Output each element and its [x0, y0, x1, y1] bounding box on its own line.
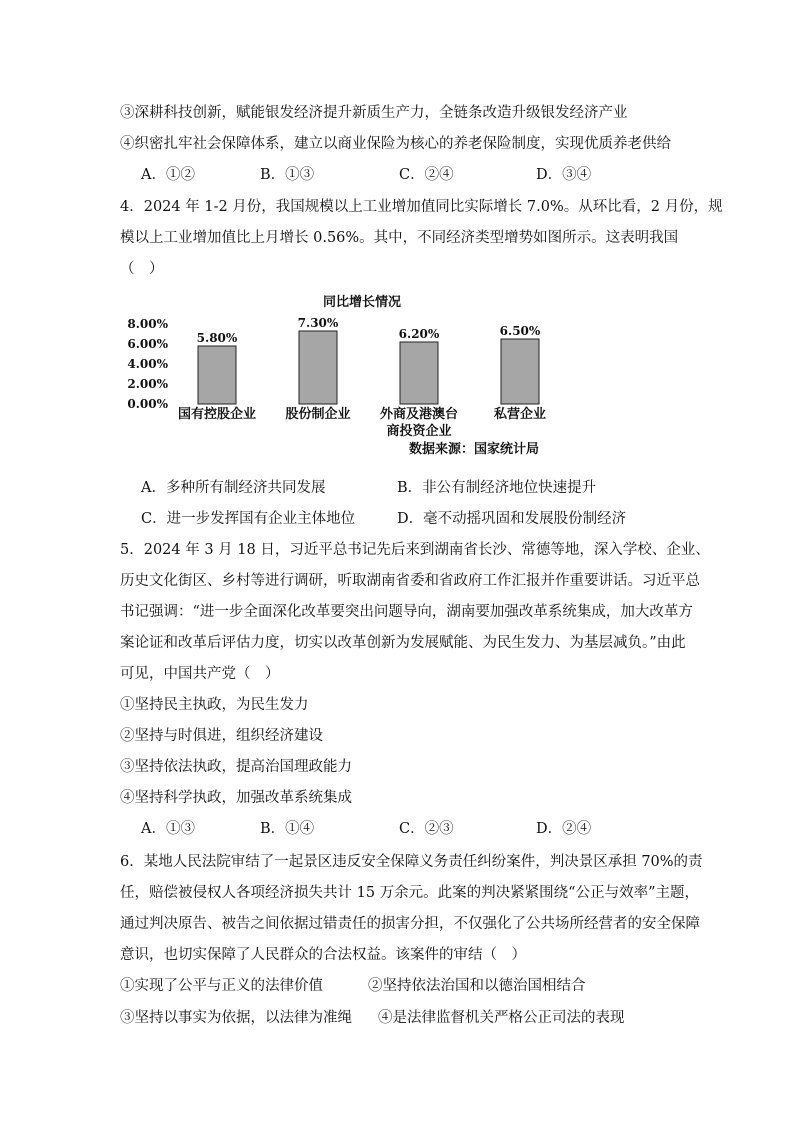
chart-category-label: 商投资企业 [386, 424, 452, 439]
chart-category-label: 外商及港澳台 [379, 407, 459, 422]
q4-option-b[interactable]: B．非公有制经济地位快速提升 [397, 480, 597, 496]
q3-item-4: ④织密扎牢社会保障体系，建立以商业保险为核心的养老保险制度，实现优质养老供给 [120, 136, 671, 152]
q3-option-a[interactable]: A．①② [141, 167, 195, 183]
q5-option-d[interactable]: D．②④ [536, 821, 592, 837]
y-tick-label: 6.00% [127, 337, 168, 351]
q6-stem-line-1: 6．某地人民法院审结了一起景区违反安全保障义务责任纠纷案件，判决景区承担 70%的责 [120, 854, 703, 870]
chart-category-label: 私营企业 [493, 407, 547, 422]
q3-option-c[interactable]: C．②④ [399, 167, 454, 183]
q4-stem-line-3: （ ） [120, 261, 164, 277]
chart-source: 数据来源：国家统计局 [408, 442, 540, 457]
y-tick-label: 2.00% [127, 377, 168, 391]
chart-x-axis [178, 406, 546, 439]
q6-stem-line-4: 意识，也切实保障了人民群众的合法权益。该案件的审结（ ） [120, 947, 526, 963]
q6-stem-line-3: 通过判决原告、被告之间依据过错责任的损害分担，不仅强化了公共场所经营者的安全保障 [120, 916, 700, 932]
q5-item-1: ①坚持民主执政，为民生发力 [120, 697, 309, 713]
growth-bar-chart [110, 290, 590, 465]
q6-item-3: ③坚持以事实为依据，以法律为准绳 [120, 1010, 352, 1026]
q6-item-2: ②坚持依法治国和以德治国相结合 [368, 978, 586, 994]
q4-stem-line-1: 4．2024 年 1-2 月份，我国规模以上工业增加值同比实际增长 7.0%。从环比看，2 月份，规 [120, 199, 723, 215]
y-tick-label: 4.00% [127, 357, 168, 371]
q4-option-d[interactable]: D．毫不动摇巩固和发展股份制经济 [397, 511, 627, 527]
chart-bar [299, 331, 337, 404]
chart-category-label: 股份制企业 [285, 407, 351, 422]
q4-option-c[interactable]: C．进一步发挥国有企业主体地位 [141, 511, 356, 527]
q3-option-d[interactable]: D．③④ [536, 167, 592, 183]
chart-data-label: 7.30% [297, 316, 339, 330]
q5-stem-line-1: 5．2024 年 3 月 18 日，习近平总书记先后来到湖南省长沙、常德等地，深入学校、企业、 [120, 542, 710, 558]
q5-stem-line-3: 书记强调：“进一步全面深化改革要突出问题导向，湖南要加强改革系统集成，加大改革方 [120, 604, 693, 620]
y-tick-label: 0.00% [127, 397, 168, 411]
q5-item-4: ④坚持科学执政，加强改革系统集成 [120, 790, 352, 806]
q4-stem-line-2: 模以上工业增加值比上月增长 0.56%。其中，不同经济类型增势如图所示。这表明我国 [120, 230, 679, 246]
q5-option-c[interactable]: C．②③ [399, 821, 454, 837]
chart-bar [198, 346, 236, 404]
q6-item-1: ①实现了公平与正义的法律价值 [120, 978, 323, 994]
chart-category-label: 国有控股企业 [177, 407, 257, 422]
q5-stem-line-2: 历史文化街区、乡村等进行调研，听取湖南省委和省政府工作汇报并作重要讲话。习近平总 [120, 573, 700, 589]
q6-stem-line-2: 任，赔偿被侵权人各项经济损失共计 15 万余元。此案的判决紧紧围绕“公正与效率”主题， [120, 885, 699, 901]
y-tick-label: 8.00% [127, 317, 168, 331]
chart-title: 同比增长情况 [322, 295, 402, 310]
q5-stem-line-4: 案论证和改革后评估力度，切实以改革创新为发展赋能、为民生发力、为基层减负。”由此 [120, 635, 686, 651]
chart-bar [501, 339, 539, 404]
chart-data-label: 6.20% [398, 327, 440, 341]
q4-option-a[interactable]: A．多种所有制经济共同发展 [141, 480, 326, 496]
chart-data-label: 6.50% [499, 324, 541, 338]
q3-item-3: ③深耕科技创新，赋能银发经济提升新质生产力，全链条改造升级银发经济产业 [120, 105, 628, 121]
q5-item-3: ③坚持依法执政，提高治国理政能力 [120, 759, 352, 775]
q5-option-b[interactable]: B．①④ [260, 821, 315, 837]
q6-item-4: ④是法律监督机关严格公正司法的表现 [378, 1010, 625, 1026]
chart-bar [400, 342, 438, 404]
q3-option-b[interactable]: B．①③ [260, 167, 315, 183]
chart-data-label: 5.80% [196, 331, 238, 345]
q5-stem-line-5: 可见，中国共产党（ ） [120, 666, 280, 682]
chart-bars [197, 316, 541, 404]
q5-option-a[interactable]: A．①③ [141, 821, 195, 837]
chart-y-axis [127, 317, 168, 411]
q5-item-2: ②坚持与时俱进，组织经济建设 [120, 728, 323, 744]
